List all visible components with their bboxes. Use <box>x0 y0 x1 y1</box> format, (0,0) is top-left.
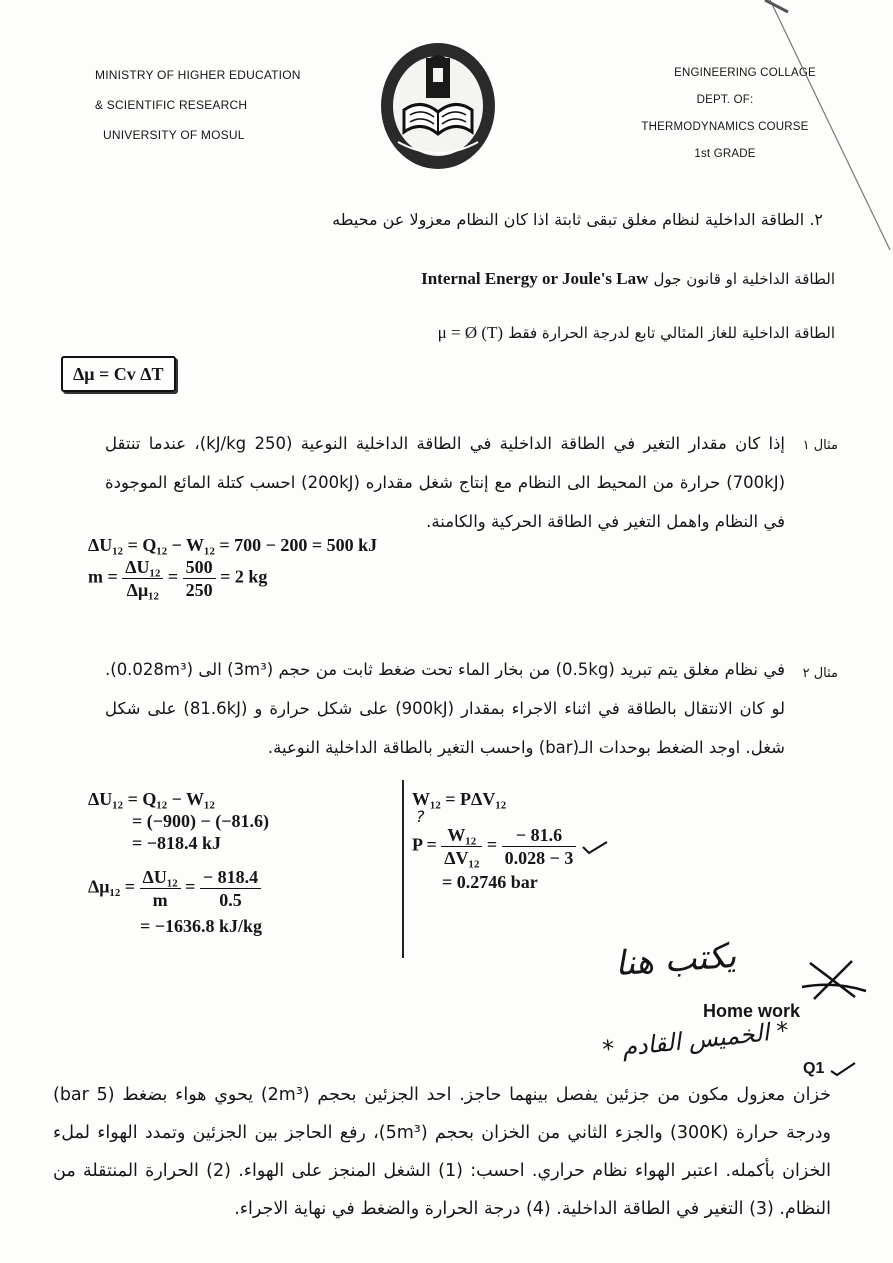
ex2-du-line3: = −818.4 kJ <box>132 833 222 853</box>
header-dept: DEPT. OF: <box>696 94 754 106</box>
ex2-p-value-fraction <box>502 824 577 869</box>
handwritten-next-thursday: * الخميس القادم * <box>601 1016 791 1064</box>
column-divider <box>402 780 404 958</box>
q1-check-icon <box>829 1061 857 1077</box>
ex2-mu-value-num: − 818.4 <box>200 866 261 889</box>
header-ministry: MINISTRY OF HIGHER EDUCATION <box>95 68 301 82</box>
section-title-en: Internal Energy or Joule's Law <box>421 269 649 288</box>
example-1-eq1: ΔU₁₂ = Q₁₂ − W₁₂ = 700 − 200 = 500 kJ <box>88 535 378 555</box>
example-1-mass-eq <box>88 556 267 601</box>
example-2-text: في نظام مغلق يتم تبريد (0.5kg) من بخار الماء تحت ضغط ثابت من حجم (3m³) الى (0.028m³). لو كان الانتقال بالطاقة في اثناء الاجراء بمقدار (900kJ) على شكل حرارة و (81.6kJ) على شكل شغل. اوجد الضغط بوحدات الـ(bar) واحسب التغير بالطاقة الداخلية النوعية. <box>105 660 786 757</box>
header-college: ENGINEERING COLLAGE <box>674 67 816 79</box>
mass-value-fraction <box>183 556 216 601</box>
ideal-gas-formula: μ = Ø (T) <box>437 323 504 342</box>
mass-value-den: 250 <box>185 580 213 600</box>
q1-label: Q1 <box>803 1060 825 1077</box>
handwritten-stop-here: يكتب هنا <box>613 935 738 985</box>
ex2-work-eq: W₁₂ = PΔV₁₂ <box>412 789 507 809</box>
ex2-pressure-result: = 0.2746 bar <box>442 872 538 892</box>
mass-fraction-num: ΔU₁₂ <box>122 556 163 579</box>
ex2-pressure-eq <box>412 824 609 869</box>
ex2-question-mark: ? <box>416 807 425 826</box>
mass-fraction <box>122 556 163 601</box>
ex2-mu-value-fraction <box>200 866 261 911</box>
ideal-gas-line <box>438 322 835 344</box>
ex2-mu-num: ΔU₁₂ <box>140 866 181 889</box>
boxed-formula: Δμ = Cv ΔT <box>61 356 176 392</box>
example-2-left <box>88 788 269 937</box>
cross-mark-icon <box>800 955 870 1005</box>
mass-result: = 2 kg <box>220 566 268 587</box>
mass-value-num: 500 <box>183 556 216 579</box>
ex2-p-num: W₁₂ <box>441 824 482 847</box>
mass-fraction-den: Δμ₁₂ <box>126 580 159 600</box>
ideal-gas-text: الطاقة الداخلية للغاز المثالي تابع لدرجة الحرارة فقط <box>508 324 835 342</box>
mass-lhs: m = <box>88 566 118 587</box>
mass-eq-sign: = <box>167 566 179 587</box>
example-2-right <box>412 788 609 893</box>
ex2-mu-lhs: Δμ₁₂ = <box>88 876 136 897</box>
header-left <box>95 60 301 150</box>
header-research: & SCIENTIFIC RESEARCH <box>95 98 248 112</box>
ex2-p-value-num: − 81.6 <box>502 824 577 847</box>
ex2-mu-value-den: 0.5 <box>219 890 242 910</box>
header-grade: 1st GRADE <box>694 148 756 160</box>
example-1-label: مثال ١ <box>802 438 838 453</box>
section-title-ar: الطاقة الداخلية او قانون جول <box>653 270 835 288</box>
ex2-mu-fraction <box>140 866 181 911</box>
ex2-du-line1: ΔU₁₂ = Q₁₂ − W₁₂ <box>88 789 215 809</box>
statement-2: ٢. الطاقة الداخلية لنظام مغلق تبقى ثابتة اذا كان النظام معزولا عن محيطه <box>332 210 823 229</box>
header-university: UNIVERSITY OF MOSUL <box>103 128 245 142</box>
section-title <box>421 268 835 290</box>
ex2-mu-den: m <box>152 890 168 910</box>
university-logo <box>378 40 498 172</box>
ex2-p-eq-sign: = <box>486 834 498 855</box>
checkmark-icon <box>581 839 609 855</box>
ex2-du-line2: = (−900) − (−81.6) <box>132 811 270 831</box>
header-course: THERMODYNAMICS COURSE <box>641 121 809 133</box>
ex2-mu-eq-sign: = <box>185 876 196 897</box>
example-2-label: مثال ٢ <box>802 666 838 681</box>
ex2-mu-result: = −1636.8 kJ/kg <box>140 916 263 936</box>
ex2-p-lhs: P = <box>412 834 437 855</box>
ex2-p-fraction <box>441 824 482 869</box>
homework-text: خزان معزول مكون من جزئين يفصل بينهما حاجز. احد الجزئين بحجم (2m³) يحوي هواء بضغط (5 bar) ودرجة حرارة (300K) والجزء الثاني من الخزان بحجم (5m³)، رفع الحاجز بين الجزئين وتمدد الهواء لملء الخزان بأكمله. اعتبر الهواء نظام حراري. احسب: (1) الشغل المنجز على الهواء. (2) الحرارة المنتقلة من النظام. (3) التغير في الطاقة الداخلية. (4) درجة الحرارة والضغط في نهاية الاجراء. <box>53 1085 831 1219</box>
example-1-text: إذا كان مقدار التغير في الطاقة الداخلية في الطاقة الداخلية النوعية (250 kJ/kg)، عندما تنتقل (700kJ) حرارة من المحيط الى النظام مع إنتاج شغل مقداره (200kJ) احسب كتلة المائع الموجودة في النظام واهمل التغير في الطاقة الحركية والكامنة. <box>105 434 786 531</box>
ex2-p-value-den: 0.028 − 3 <box>504 848 574 868</box>
ex2-mu-eq <box>88 866 269 911</box>
ex2-p-den: ΔV₁₂ <box>444 848 480 868</box>
homework-title: Home work <box>703 1001 801 1021</box>
university-seal-icon <box>378 40 498 172</box>
